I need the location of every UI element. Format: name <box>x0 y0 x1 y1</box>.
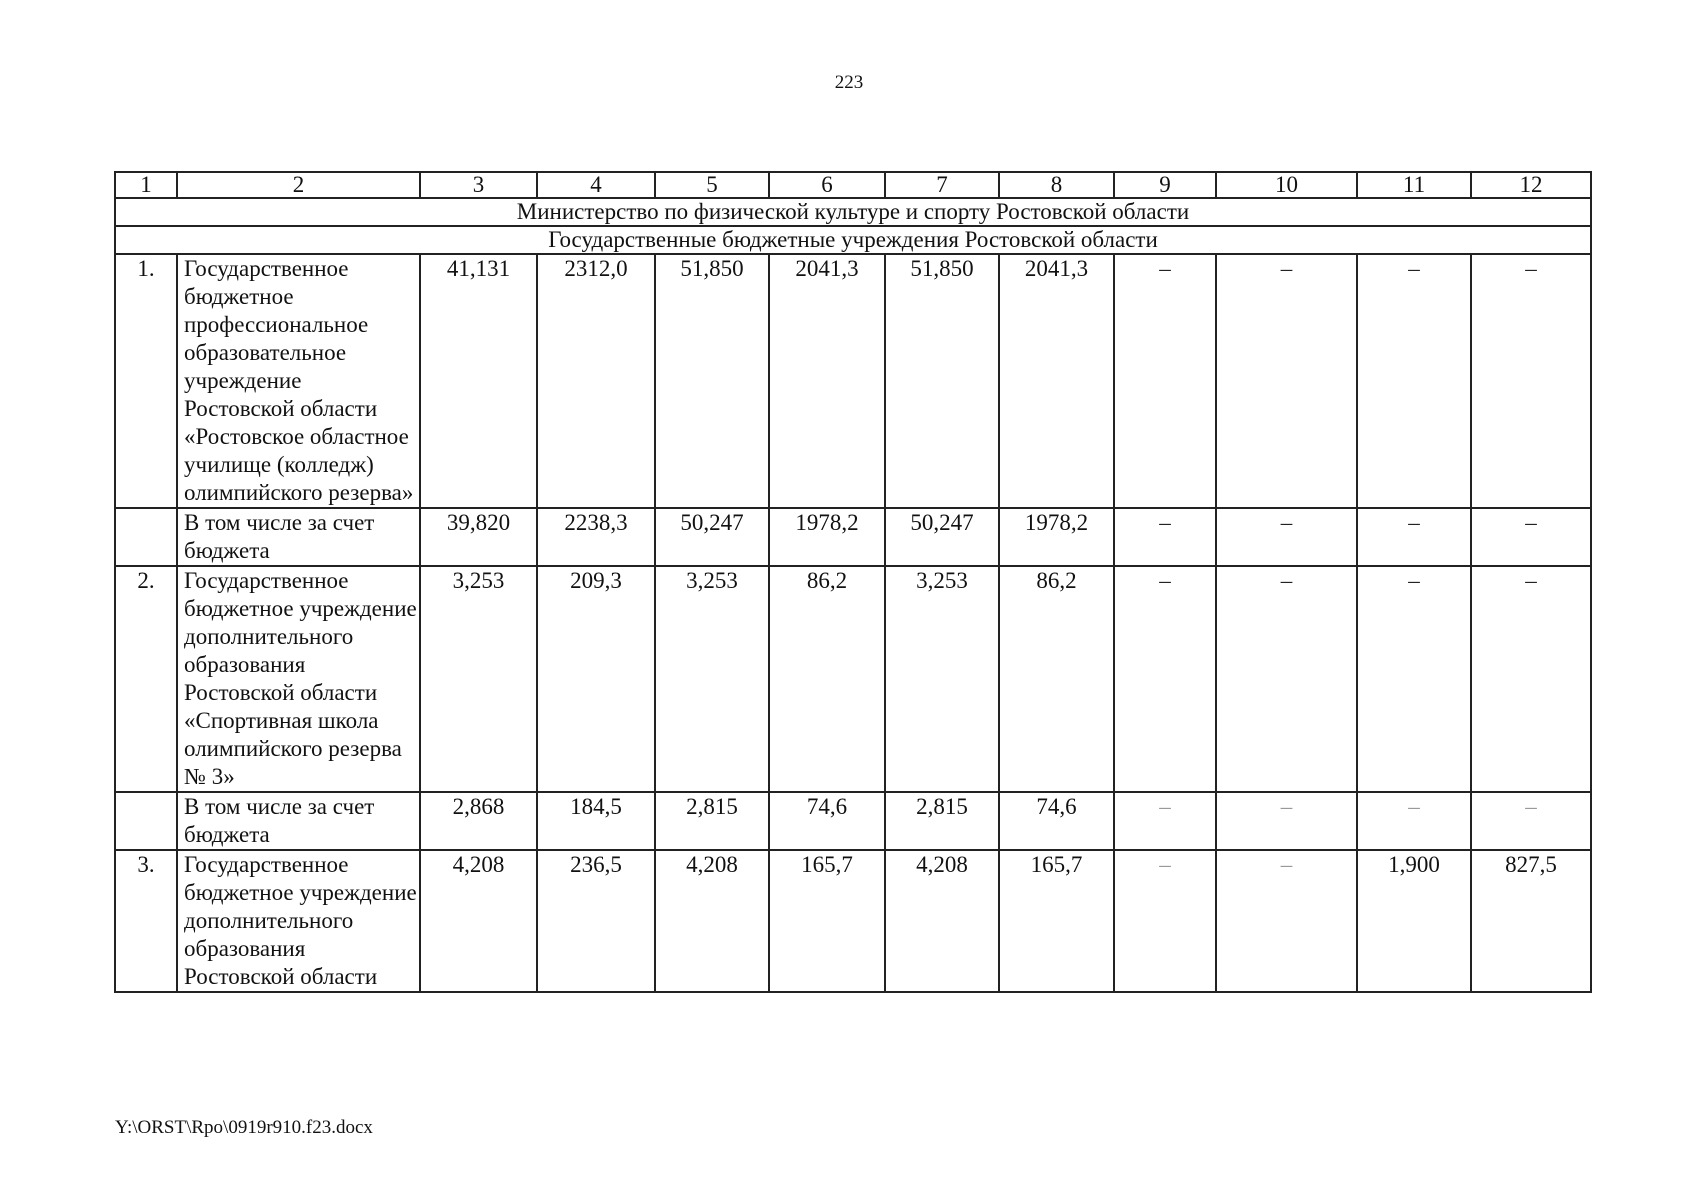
ministry-title: Министерство по физической культуре и спорту Ростовской области <box>115 198 1591 226</box>
value-cell: 209,3 <box>537 566 655 792</box>
value-cell: – <box>1471 508 1591 566</box>
table-row <box>115 508 1591 566</box>
value-cell: 86,2 <box>769 566 885 792</box>
value-cell: 1978,2 <box>769 508 885 566</box>
value-cell: – <box>1216 850 1357 992</box>
row-number <box>115 508 177 566</box>
row-number: 1. <box>115 254 177 508</box>
column-number: 4 <box>537 172 655 198</box>
value-cell: 51,850 <box>655 254 769 508</box>
value-cell: 50,247 <box>885 508 999 566</box>
value-cell: – <box>1471 566 1591 792</box>
value-cell: 165,7 <box>769 850 885 992</box>
institution-name: Государственное бюджетное профессиональное образовательное учреждение Ростовской области «Ростовское областное училище (колледж) олимпийского резерва» <box>177 254 420 508</box>
value-cell: – <box>1471 792 1591 850</box>
value-cell: – <box>1114 508 1216 566</box>
value-cell: 4,208 <box>420 850 537 992</box>
value-cell: – <box>1216 508 1357 566</box>
column-number: 9 <box>1114 172 1216 198</box>
section-title: Государственные бюджетные учреждения Ростовской области <box>115 226 1591 254</box>
value-cell: 827,5 <box>1471 850 1591 992</box>
column-number: 3 <box>420 172 537 198</box>
value-cell: 3,253 <box>420 566 537 792</box>
value-cell: 2041,3 <box>769 254 885 508</box>
value-cell: 2,815 <box>885 792 999 850</box>
value-cell: 4,208 <box>655 850 769 992</box>
value-cell: – <box>1357 254 1471 508</box>
column-number-row <box>115 172 1591 198</box>
value-cell: 236,5 <box>537 850 655 992</box>
page-number: 223 <box>834 72 864 93</box>
value-cell: 51,850 <box>885 254 999 508</box>
column-number: 6 <box>769 172 885 198</box>
value-cell: 2,868 <box>420 792 537 850</box>
column-number: 2 <box>177 172 420 198</box>
institution-name: В том числе за счет бюджета <box>177 508 420 566</box>
value-cell: 1978,2 <box>999 508 1114 566</box>
value-cell: – <box>1357 566 1471 792</box>
value-cell: 74,6 <box>769 792 885 850</box>
institution-name: Государственное бюджетное учреждение дополнительного образования Ростовской области <box>177 850 420 992</box>
value-cell: 2312,0 <box>537 254 655 508</box>
value-cell: 2238,3 <box>537 508 655 566</box>
value-cell: 74,6 <box>999 792 1114 850</box>
value-cell: – <box>1357 508 1471 566</box>
column-number: 5 <box>655 172 769 198</box>
ministry-row <box>115 198 1591 226</box>
value-cell: 2041,3 <box>999 254 1114 508</box>
value-cell: 2,815 <box>655 792 769 850</box>
value-cell: 86,2 <box>999 566 1114 792</box>
value-cell: – <box>1357 792 1471 850</box>
institution-name: Государственное бюджетное учреждение дополнительного образования Ростовской области «Спортивная школа олимпийского резерва № 3» <box>177 566 420 792</box>
value-cell: – <box>1216 254 1357 508</box>
file-path: Y:\ORST\Rpo\0919r910.f23.docx <box>115 1117 373 1138</box>
column-number: 11 <box>1357 172 1471 198</box>
value-cell: – <box>1114 254 1216 508</box>
column-number: 1 <box>115 172 177 198</box>
row-number: 3. <box>115 850 177 992</box>
value-cell: – <box>1114 566 1216 792</box>
table-row <box>115 792 1591 850</box>
table-row <box>115 254 1591 508</box>
value-cell: – <box>1114 850 1216 992</box>
value-cell: 184,5 <box>537 792 655 850</box>
value-cell: 3,253 <box>655 566 769 792</box>
value-cell: 39,820 <box>420 508 537 566</box>
row-number <box>115 792 177 850</box>
table-row <box>115 850 1591 992</box>
table-row <box>115 566 1591 792</box>
value-cell: 50,247 <box>655 508 769 566</box>
column-number: 8 <box>999 172 1114 198</box>
data-table <box>114 171 1592 993</box>
value-cell: 4,208 <box>885 850 999 992</box>
value-cell: 41,131 <box>420 254 537 508</box>
value-cell: – <box>1216 566 1357 792</box>
row-number: 2. <box>115 566 177 792</box>
section-row <box>115 226 1591 254</box>
column-number: 12 <box>1471 172 1591 198</box>
column-number: 10 <box>1216 172 1357 198</box>
value-cell: – <box>1114 792 1216 850</box>
value-cell: – <box>1471 254 1591 508</box>
value-cell: 165,7 <box>999 850 1114 992</box>
value-cell: – <box>1216 792 1357 850</box>
column-number: 7 <box>885 172 999 198</box>
institution-name: В том числе за счет бюджета <box>177 792 420 850</box>
value-cell: 3,253 <box>885 566 999 792</box>
value-cell: 1,900 <box>1357 850 1471 992</box>
